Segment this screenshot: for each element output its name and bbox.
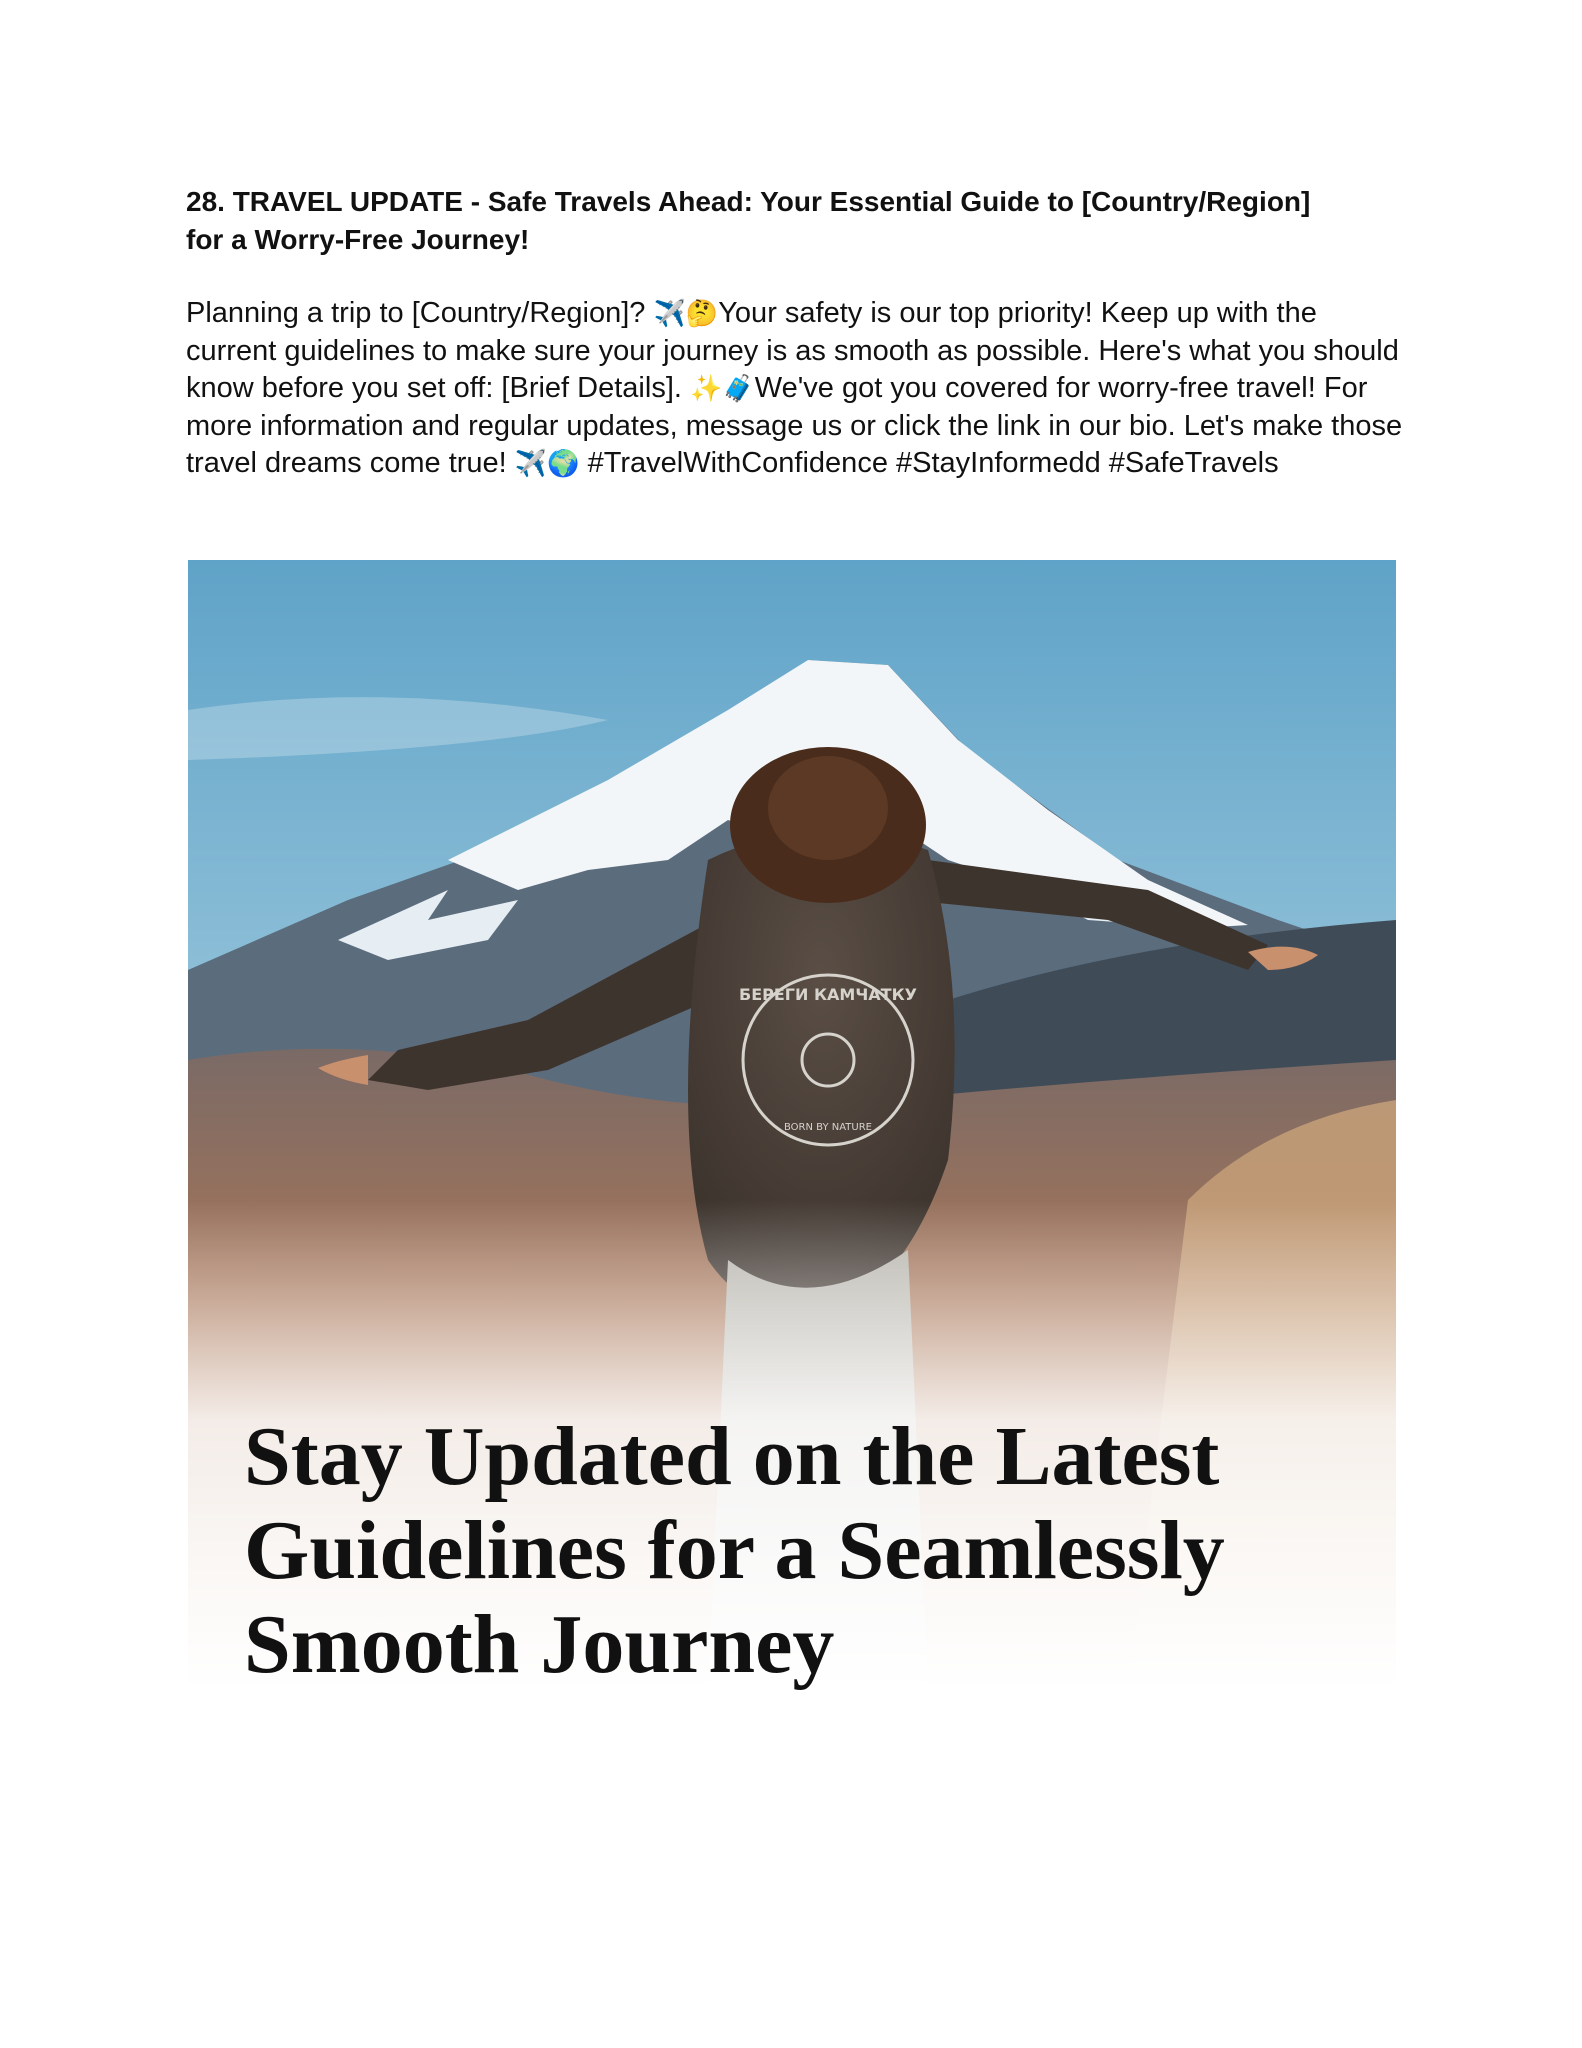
post-body <box>186 295 1406 483</box>
globe-icon: 🌍 <box>547 448 580 478</box>
image-caption <box>244 1410 1344 1690</box>
post-heading <box>186 183 1406 259</box>
hashtags: #TravelWithConfidence #StayInformedd #SafeTravels <box>579 447 1279 479</box>
body-part-1: Planning a trip to [Country/Region]? <box>186 297 654 329</box>
heading-line-2: for a Worry-Free Journey! <box>186 224 530 255</box>
hat-crown <box>768 756 888 860</box>
sweatshirt-logo-top: БЕРЕГИ КАМЧАТКУ <box>739 985 917 1004</box>
post-image <box>188 560 1396 1690</box>
thinking-face-icon: 🤔 <box>685 298 719 328</box>
luggage-icon: 🧳 <box>722 373 755 403</box>
sparkles-icon: ✨ <box>690 373 723 403</box>
airplane-icon: ✈️ <box>653 298 686 328</box>
airplane-icon: ✈️ <box>514 448 548 478</box>
sweatshirt-logo-bottom: BORN BY NATURE <box>783 1122 873 1133</box>
caption-line-3: Smooth Journey <box>244 1598 835 1690</box>
heading-line-1: 28. TRAVEL UPDATE - Safe Travels Ahead: Your Essential Guide to [Country/Region] <box>186 186 1311 217</box>
body-part-2: Your safety is our top priority! Keep up with the current guidelines to make sure your journey is as smooth as possible. Here's what you should know before you set off: [Brief Details]. <box>186 297 1399 404</box>
caption-line-2: Guidelines for a Seamlessly <box>244 1504 1225 1597</box>
body-part-3: We've got you covered for worry-free travel! For more information and regular updates, message us or click the link in our bio. Let's make those travel dreams come true! <box>186 372 1403 479</box>
caption-line-1: Stay Updated on the Latest <box>244 1410 1220 1503</box>
